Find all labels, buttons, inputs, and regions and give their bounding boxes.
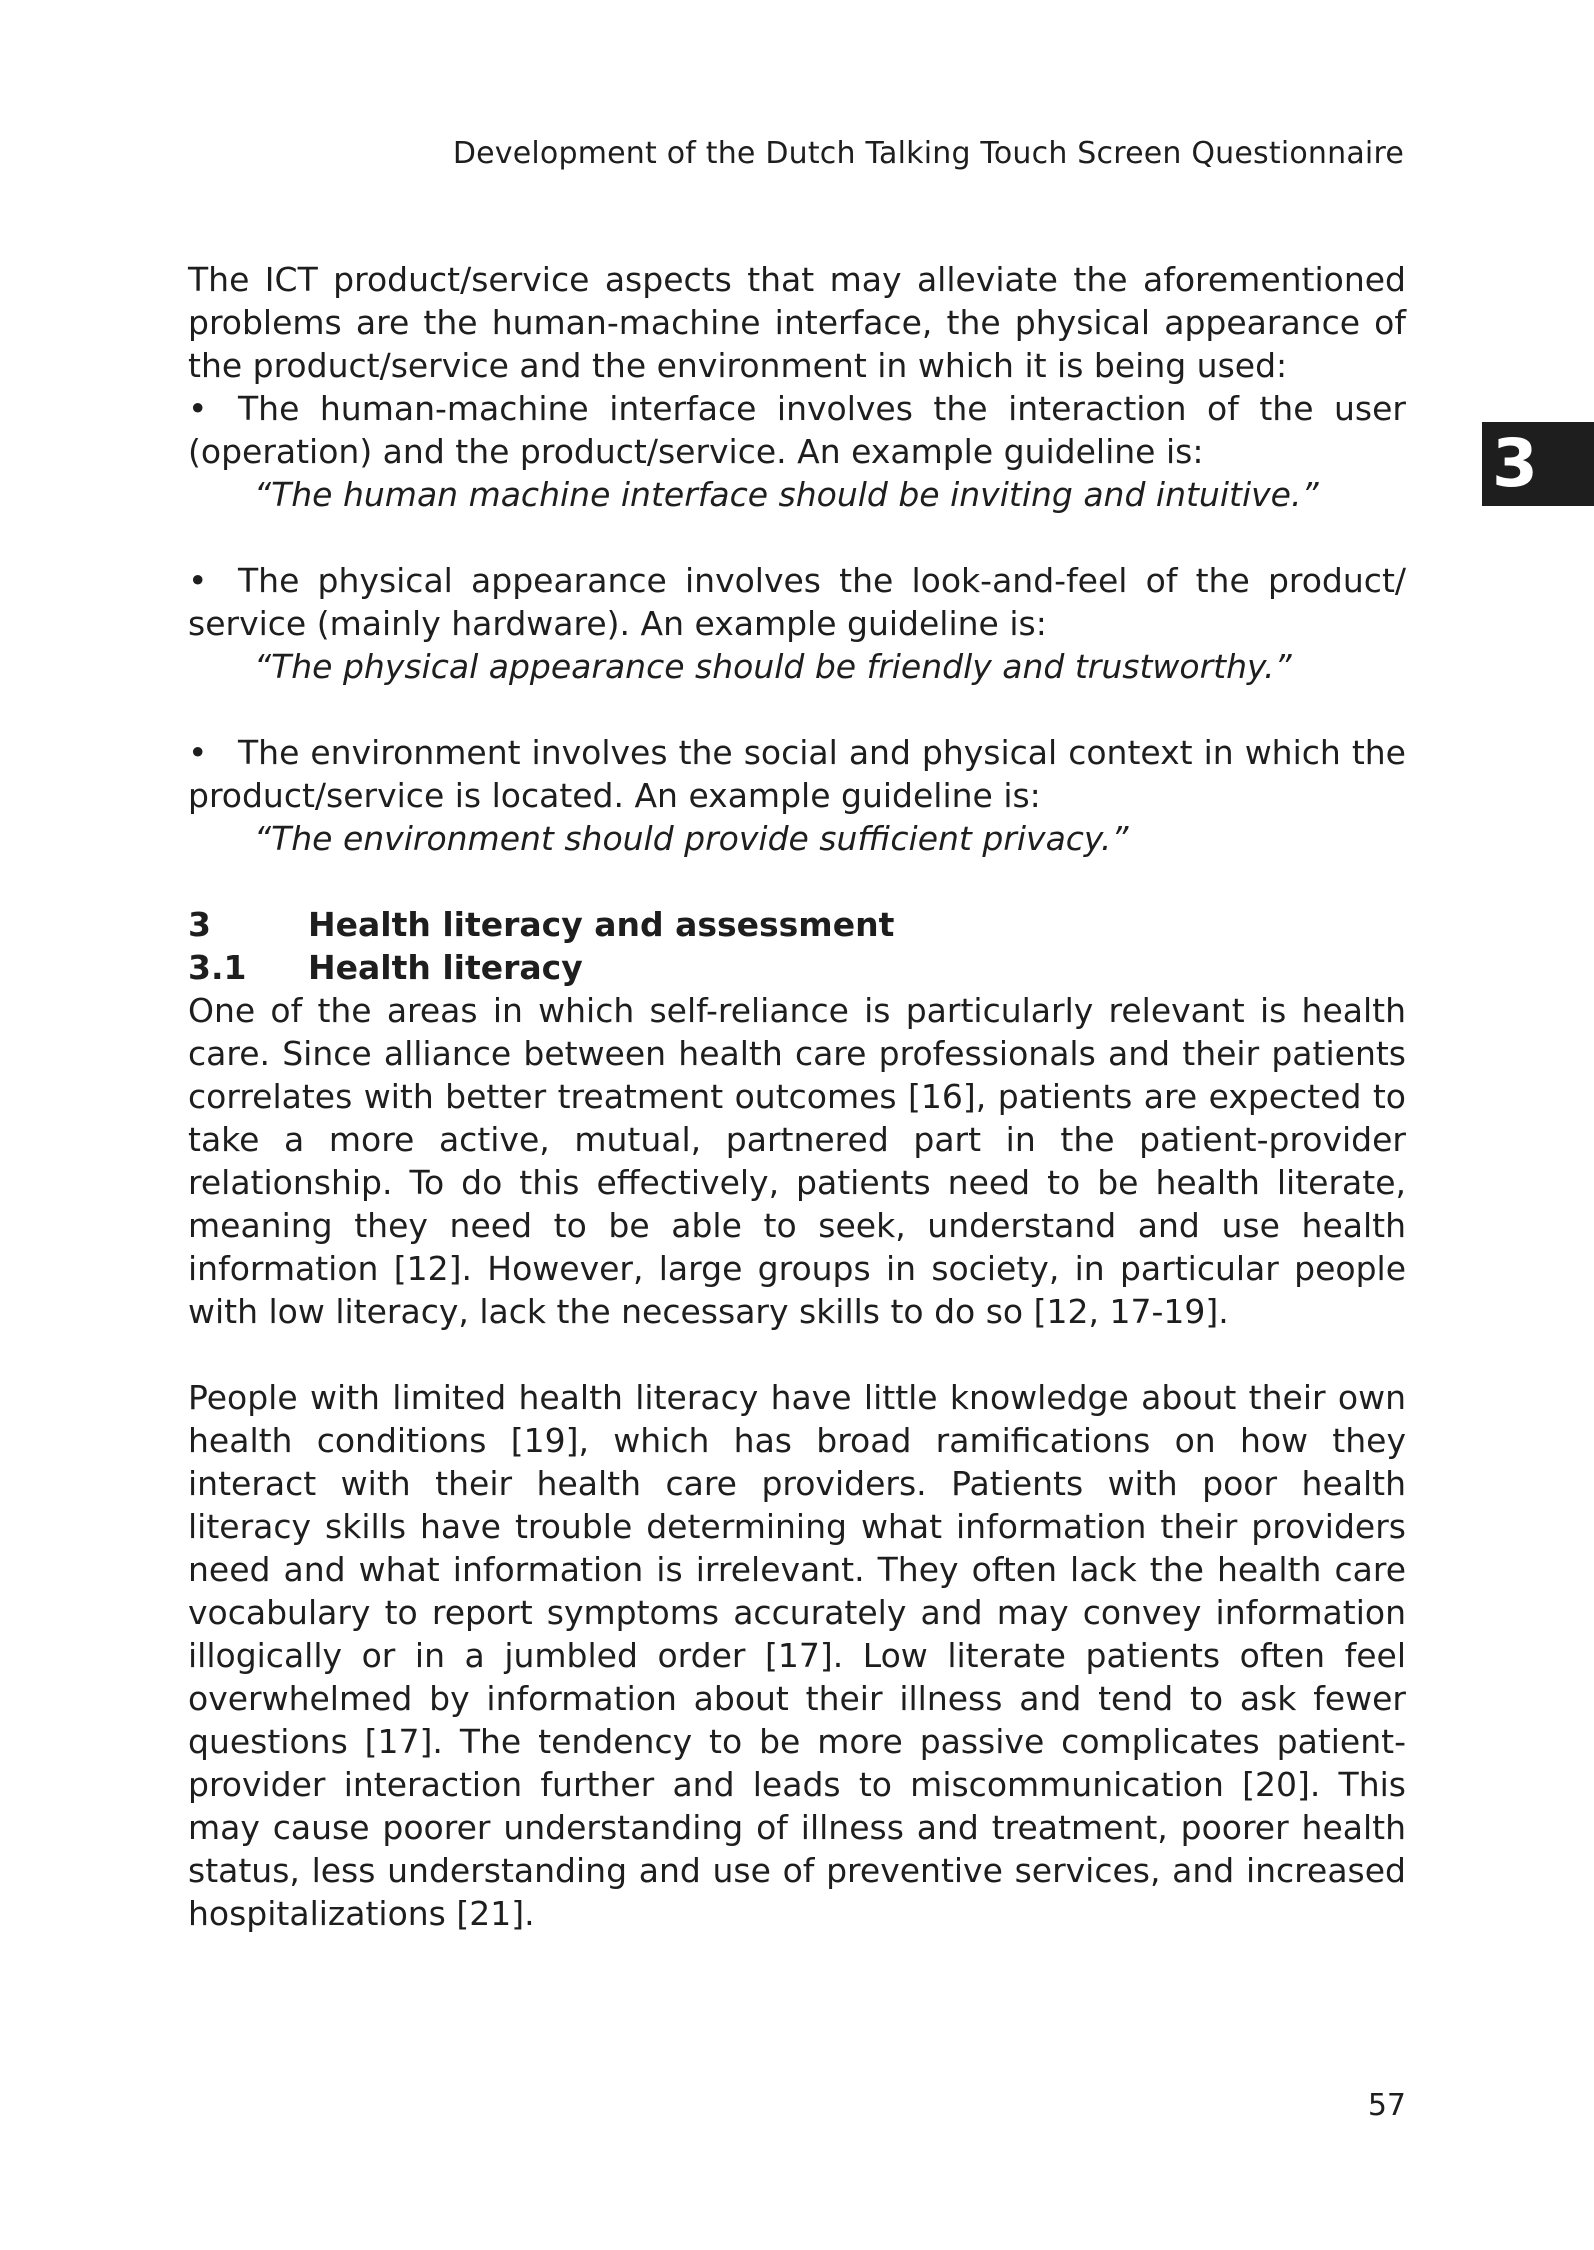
section-number: 3 [188, 905, 211, 944]
bullet-item [188, 559, 1406, 645]
intro-paragraph: The ICT product/service aspects that may alleviate the aforementioned problems are the human-machine interface, the physical appearance of the product/service and the environment in which it is being used: [188, 260, 1406, 385]
page-number: 57 [1367, 2088, 1406, 2123]
subsection-number: 3.1 [188, 948, 247, 987]
bullet-marker: • [188, 561, 208, 600]
section-title: Health literacy and assessment [308, 905, 895, 944]
body-paragraph: People with limited health literacy have little knowledge about their own health conditions [19], which has broad ramifications on how they interact with their health care providers. Patients with poor health literacy skills have trouble determining what information their providers need and what information is irrelevant. They often lack the health care vocabulary to report symptoms accurately and may convey information illogically or in a jumbled order [17]. Low literate patients often feel overwhelmed by information about their illness and tend to ask fewer questions [17]. The tendency to be more passive complicates patient-provider interaction further and leads to miscommunication [20]. This may cause poorer understanding of illness and treatment, poorer health status, less understanding and use of preventive services, and increased hospitalizations [21]. [188, 1378, 1406, 1933]
section-heading [188, 903, 1406, 946]
subsection-title: Health literacy [308, 948, 583, 987]
bullet-marker: • [188, 389, 208, 428]
bullet-text: The environment involves the social and physical context in which the product/service is located. An example guideline is: [188, 733, 1406, 815]
bullet-item [188, 731, 1406, 817]
bullet-text: The human-machine interface involves the interaction of the user (operation) and the product/service. An example guideline is: [188, 389, 1406, 471]
body-paragraph: One of the areas in which self-reliance is particularly relevant is health care. Since alliance between health care professionals and their patients correlates with better treatment outcomes [16], patients are expected to take a more active, mutual, partnered part in the patient-provider relationship. To do this effectively, patients need to be health literate, meaning they need to be able to seek, understand and use health information [12]. However, large groups in society, in particular people with low literacy, lack the necessary skills to do so [12, 17-19]. [188, 991, 1406, 1331]
bullet-text: The physical appearance involves the look-and-feel of the product/ service (mainly hardware). An example guideline is: [188, 561, 1406, 643]
guideline-quote: “The human machine interface should be inviting and intuitive.” [254, 475, 1319, 514]
bullet-item [188, 387, 1406, 473]
chapter-tab: 3 [1482, 422, 1594, 506]
guideline-quote: “The environment should provide sufficient privacy.” [254, 819, 1129, 858]
page-body [188, 258, 1406, 1935]
bullet-marker: • [188, 733, 208, 772]
running-header: Development of the Dutch Talking Touch Screen Questionnaire [452, 136, 1404, 171]
subsection-heading [188, 946, 1406, 989]
guideline-quote: “The physical appearance should be friendly and trustworthy.” [254, 647, 1292, 686]
